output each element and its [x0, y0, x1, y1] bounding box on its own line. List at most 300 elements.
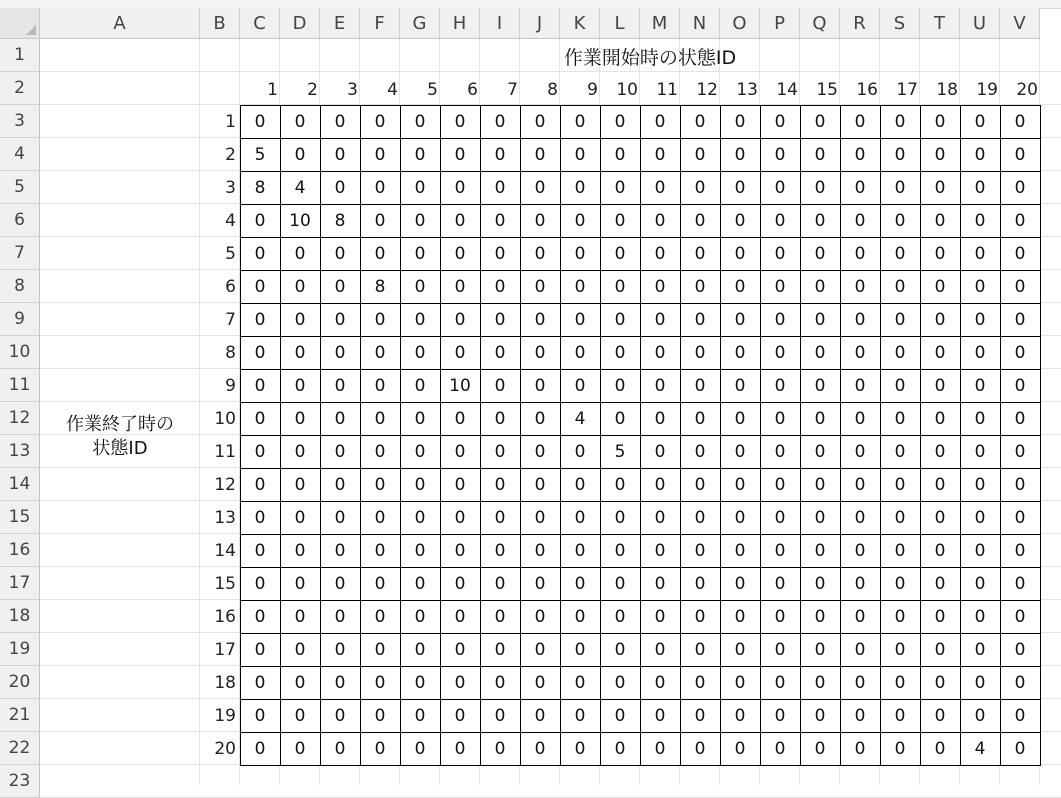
- matrix-cell[interactable]: 0: [240, 270, 280, 303]
- matrix-cell[interactable]: 0: [440, 732, 480, 765]
- matrix-cell[interactable]: 0: [560, 567, 600, 600]
- matrix-cell[interactable]: 0: [400, 237, 440, 270]
- matrix-cell[interactable]: 0: [1000, 237, 1040, 270]
- matrix-cell[interactable]: 0: [440, 303, 480, 336]
- start-state-id[interactable]: 8: [547, 79, 558, 100]
- matrix-cell[interactable]: 0: [1000, 600, 1040, 633]
- start-state-id[interactable]: 9: [587, 79, 598, 100]
- matrix-cell[interactable]: 0: [760, 435, 800, 468]
- matrix-cell[interactable]: 0: [440, 204, 480, 237]
- matrix-cell[interactable]: 5: [240, 138, 280, 171]
- start-state-id[interactable]: 10: [616, 79, 638, 100]
- matrix-cell[interactable]: 0: [720, 336, 760, 369]
- matrix-cell[interactable]: 0: [400, 435, 440, 468]
- matrix-cell[interactable]: 0: [360, 303, 400, 336]
- matrix-cell[interactable]: 0: [800, 105, 840, 138]
- matrix-cell[interactable]: 0: [360, 567, 400, 600]
- matrix-cell[interactable]: 0: [720, 237, 760, 270]
- matrix-cell[interactable]: 0: [760, 633, 800, 666]
- matrix-cell[interactable]: 0: [1000, 633, 1040, 666]
- matrix-cell[interactable]: 0: [280, 534, 320, 567]
- matrix-cell[interactable]: 4: [280, 171, 320, 204]
- matrix-cell[interactable]: 0: [680, 105, 720, 138]
- matrix-cell[interactable]: 0: [720, 402, 760, 435]
- matrix-cell[interactable]: 0: [760, 171, 800, 204]
- row-header-4[interactable]: 4: [0, 138, 40, 171]
- row-header-14[interactable]: 14: [0, 468, 40, 501]
- end-state-id[interactable]: 16: [214, 606, 236, 627]
- matrix-cell[interactable]: 0: [880, 369, 920, 402]
- matrix-cell[interactable]: 0: [880, 171, 920, 204]
- matrix-cell[interactable]: 0: [240, 600, 280, 633]
- matrix-cell[interactable]: 0: [280, 336, 320, 369]
- matrix-cell[interactable]: 0: [240, 699, 280, 732]
- matrix-cell[interactable]: 0: [680, 468, 720, 501]
- matrix-cell[interactable]: 0: [280, 435, 320, 468]
- matrix-cell[interactable]: 0: [760, 336, 800, 369]
- matrix-cell[interactable]: 0: [760, 105, 800, 138]
- matrix-cell[interactable]: 0: [960, 666, 1000, 699]
- matrix-cell[interactable]: 0: [400, 699, 440, 732]
- matrix-cell[interactable]: 0: [640, 633, 680, 666]
- matrix-cell[interactable]: 0: [760, 402, 800, 435]
- matrix-cell[interactable]: 0: [280, 600, 320, 633]
- matrix-cell[interactable]: 0: [960, 138, 1000, 171]
- matrix-cell[interactable]: 0: [480, 138, 520, 171]
- matrix-cell[interactable]: 0: [880, 468, 920, 501]
- matrix-cell[interactable]: 0: [960, 171, 1000, 204]
- matrix-cell[interactable]: 0: [280, 699, 320, 732]
- matrix-cell[interactable]: 0: [360, 237, 400, 270]
- column-header-o[interactable]: O: [720, 8, 760, 39]
- row-header-12[interactable]: 12: [0, 402, 40, 435]
- matrix-cell[interactable]: 8: [240, 171, 280, 204]
- matrix-cell[interactable]: 0: [440, 600, 480, 633]
- matrix-cell[interactable]: 0: [280, 303, 320, 336]
- end-state-id[interactable]: 12: [214, 474, 236, 495]
- matrix-cell[interactable]: 0: [240, 237, 280, 270]
- matrix-cell[interactable]: 0: [320, 732, 360, 765]
- matrix-cell[interactable]: 0: [680, 336, 720, 369]
- matrix-cell[interactable]: 0: [920, 501, 960, 534]
- column-header-k[interactable]: K: [560, 8, 600, 39]
- matrix-cell[interactable]: 4: [560, 402, 600, 435]
- matrix-cell[interactable]: 0: [760, 567, 800, 600]
- matrix-cell[interactable]: 0: [720, 435, 760, 468]
- matrix-cell[interactable]: 0: [920, 369, 960, 402]
- matrix-cell[interactable]: 0: [480, 204, 520, 237]
- column-header-d[interactable]: D: [280, 8, 320, 39]
- matrix-cell[interactable]: 0: [640, 303, 680, 336]
- matrix-cell[interactable]: 0: [920, 699, 960, 732]
- row-header-1[interactable]: 1: [0, 39, 40, 72]
- matrix-cell[interactable]: 0: [680, 270, 720, 303]
- matrix-cell[interactable]: 0: [920, 633, 960, 666]
- matrix-cell[interactable]: 10: [280, 204, 320, 237]
- matrix-cell[interactable]: 0: [240, 534, 280, 567]
- matrix-cell[interactable]: 0: [600, 336, 640, 369]
- column-header-a[interactable]: A: [40, 8, 200, 39]
- matrix-cell[interactable]: 0: [920, 732, 960, 765]
- matrix-cell[interactable]: 0: [440, 534, 480, 567]
- matrix-cell[interactable]: 0: [920, 534, 960, 567]
- matrix-cell[interactable]: 0: [640, 237, 680, 270]
- matrix-cell[interactable]: 0: [680, 369, 720, 402]
- matrix-cell[interactable]: 0: [280, 237, 320, 270]
- matrix-cell[interactable]: 0: [1000, 501, 1040, 534]
- column-header-u[interactable]: U: [960, 8, 1000, 39]
- matrix-cell[interactable]: 0: [560, 303, 600, 336]
- matrix-cell[interactable]: 0: [360, 633, 400, 666]
- matrix-cell[interactable]: 0: [760, 600, 800, 633]
- matrix-cell[interactable]: 0: [640, 138, 680, 171]
- matrix-cell[interactable]: 0: [800, 138, 840, 171]
- matrix-cell[interactable]: 0: [320, 402, 360, 435]
- matrix-cell[interactable]: 0: [520, 270, 560, 303]
- matrix-cell[interactable]: 0: [520, 369, 560, 402]
- matrix-cell[interactable]: 0: [720, 699, 760, 732]
- matrix-cell[interactable]: 0: [360, 600, 400, 633]
- matrix-cell[interactable]: 0: [720, 138, 760, 171]
- matrix-cell[interactable]: 0: [720, 303, 760, 336]
- matrix-cell[interactable]: 0: [440, 468, 480, 501]
- matrix-cell[interactable]: 0: [680, 633, 720, 666]
- start-state-id[interactable]: 14: [776, 79, 798, 100]
- matrix-cell[interactable]: 0: [280, 105, 320, 138]
- matrix-cell[interactable]: 0: [360, 336, 400, 369]
- matrix-cell[interactable]: 0: [640, 369, 680, 402]
- row-header-13[interactable]: 13: [0, 435, 40, 468]
- matrix-cell[interactable]: 0: [760, 534, 800, 567]
- start-state-id[interactable]: 19: [976, 79, 998, 100]
- matrix-cell[interactable]: 0: [360, 204, 400, 237]
- matrix-cell[interactable]: 0: [840, 336, 880, 369]
- matrix-cell[interactable]: 0: [560, 435, 600, 468]
- row-header-15[interactable]: 15: [0, 501, 40, 534]
- end-state-id[interactable]: 1: [225, 111, 236, 132]
- end-state-id[interactable]: 18: [214, 672, 236, 693]
- matrix-cell[interactable]: 0: [360, 138, 400, 171]
- matrix-cell[interactable]: 0: [840, 699, 880, 732]
- matrix-cell[interactable]: 0: [560, 633, 600, 666]
- matrix-cell[interactable]: 0: [400, 567, 440, 600]
- matrix-cell[interactable]: 0: [840, 567, 880, 600]
- matrix-cell[interactable]: 0: [680, 501, 720, 534]
- matrix-cell[interactable]: 0: [840, 600, 880, 633]
- matrix-cell[interactable]: 0: [520, 138, 560, 171]
- matrix-cell[interactable]: 0: [560, 138, 600, 171]
- matrix-cell[interactable]: 0: [440, 171, 480, 204]
- matrix-cell[interactable]: 0: [920, 567, 960, 600]
- matrix-cell[interactable]: 0: [880, 270, 920, 303]
- matrix-cell[interactable]: 0: [640, 336, 680, 369]
- matrix-cell[interactable]: 0: [240, 732, 280, 765]
- matrix-cell[interactable]: 0: [240, 336, 280, 369]
- start-state-title[interactable]: 作業開始時の状態ID: [563, 47, 737, 69]
- matrix-cell[interactable]: 0: [480, 402, 520, 435]
- matrix-cell[interactable]: 0: [360, 105, 400, 138]
- matrix-cell[interactable]: 0: [800, 600, 840, 633]
- matrix-cell[interactable]: 0: [320, 567, 360, 600]
- matrix-cell[interactable]: 0: [480, 336, 520, 369]
- matrix-cell[interactable]: 0: [960, 105, 1000, 138]
- matrix-cell[interactable]: 0: [800, 732, 840, 765]
- matrix-cell[interactable]: 0: [720, 369, 760, 402]
- row-header-22[interactable]: 22: [0, 732, 40, 765]
- matrix-cell[interactable]: 0: [1000, 204, 1040, 237]
- matrix-cell[interactable]: 0: [560, 534, 600, 567]
- matrix-cell[interactable]: 0: [520, 402, 560, 435]
- row-header-5[interactable]: 5: [0, 171, 40, 204]
- matrix-cell[interactable]: 0: [280, 138, 320, 171]
- matrix-cell[interactable]: 0: [880, 699, 920, 732]
- matrix-cell[interactable]: 0: [560, 270, 600, 303]
- matrix-cell[interactable]: 0: [480, 534, 520, 567]
- matrix-cell[interactable]: 0: [320, 468, 360, 501]
- matrix-cell[interactable]: 0: [800, 468, 840, 501]
- matrix-cell[interactable]: 0: [800, 204, 840, 237]
- column-header-q[interactable]: Q: [800, 8, 840, 39]
- matrix-cell[interactable]: 0: [880, 435, 920, 468]
- matrix-cell[interactable]: 0: [600, 600, 640, 633]
- matrix-cell[interactable]: 0: [960, 402, 1000, 435]
- matrix-cell[interactable]: 0: [640, 600, 680, 633]
- start-state-id[interactable]: 7: [507, 79, 518, 100]
- matrix-cell[interactable]: 0: [800, 501, 840, 534]
- column-header-p[interactable]: P: [760, 8, 800, 39]
- end-state-id[interactable]: 10: [214, 408, 236, 429]
- matrix-cell[interactable]: 0: [800, 567, 840, 600]
- matrix-cell[interactable]: 0: [720, 534, 760, 567]
- end-state-id[interactable]: 20: [214, 738, 236, 759]
- matrix-cell[interactable]: 0: [440, 336, 480, 369]
- matrix-cell[interactable]: 0: [720, 732, 760, 765]
- matrix-cell[interactable]: 0: [640, 435, 680, 468]
- matrix-cell[interactable]: 0: [760, 270, 800, 303]
- matrix-cell[interactable]: 0: [360, 369, 400, 402]
- matrix-cell[interactable]: 0: [280, 567, 320, 600]
- matrix-cell[interactable]: 0: [1000, 699, 1040, 732]
- matrix-cell[interactable]: 0: [840, 204, 880, 237]
- column-header-s[interactable]: S: [880, 8, 920, 39]
- start-state-id[interactable]: 17: [896, 79, 918, 100]
- matrix-cell[interactable]: 0: [320, 501, 360, 534]
- matrix-cell[interactable]: 0: [1000, 336, 1040, 369]
- column-header-f[interactable]: F: [360, 8, 400, 39]
- matrix-cell[interactable]: 0: [800, 369, 840, 402]
- matrix-cell[interactable]: 0: [920, 666, 960, 699]
- matrix-cell[interactable]: 0: [960, 468, 1000, 501]
- matrix-cell[interactable]: 0: [360, 501, 400, 534]
- matrix-cell[interactable]: 0: [840, 369, 880, 402]
- start-state-id[interactable]: 5: [427, 79, 438, 100]
- matrix-cell[interactable]: 0: [880, 501, 920, 534]
- matrix-cell[interactable]: 0: [480, 567, 520, 600]
- end-state-id[interactable]: 6: [225, 276, 236, 297]
- end-state-id[interactable]: 11: [214, 441, 236, 462]
- matrix-cell[interactable]: 0: [840, 237, 880, 270]
- matrix-cell[interactable]: 0: [560, 600, 600, 633]
- matrix-cell[interactable]: 0: [720, 105, 760, 138]
- matrix-cell[interactable]: 0: [520, 435, 560, 468]
- matrix-cell[interactable]: 0: [640, 567, 680, 600]
- matrix-cell[interactable]: 0: [800, 435, 840, 468]
- matrix-cell[interactable]: 0: [640, 105, 680, 138]
- start-state-id[interactable]: 11: [656, 79, 678, 100]
- matrix-cell[interactable]: 0: [1000, 468, 1040, 501]
- matrix-cell[interactable]: 0: [240, 303, 280, 336]
- matrix-cell[interactable]: 0: [800, 336, 840, 369]
- column-header-t[interactable]: T: [920, 8, 960, 39]
- matrix-cell[interactable]: 0: [920, 171, 960, 204]
- matrix-cell[interactable]: 8: [320, 204, 360, 237]
- matrix-cell[interactable]: 0: [360, 435, 400, 468]
- matrix-cell[interactable]: 0: [400, 270, 440, 303]
- matrix-cell[interactable]: 0: [760, 237, 800, 270]
- column-header-e[interactable]: E: [320, 8, 360, 39]
- matrix-cell[interactable]: 0: [400, 468, 440, 501]
- matrix-cell[interactable]: 0: [600, 699, 640, 732]
- matrix-cell[interactable]: 0: [920, 138, 960, 171]
- end-state-id[interactable]: 3: [225, 177, 236, 198]
- end-state-id[interactable]: 15: [214, 573, 236, 594]
- row-header-3[interactable]: 3: [0, 105, 40, 138]
- matrix-cell[interactable]: 0: [800, 699, 840, 732]
- matrix-cell[interactable]: 0: [600, 270, 640, 303]
- matrix-cell[interactable]: 0: [680, 237, 720, 270]
- matrix-cell[interactable]: 0: [440, 402, 480, 435]
- matrix-cell[interactable]: 0: [960, 633, 1000, 666]
- matrix-cell[interactable]: 0: [840, 303, 880, 336]
- column-header-v[interactable]: V: [1000, 8, 1040, 39]
- matrix-cell[interactable]: 0: [560, 204, 600, 237]
- matrix-cell[interactable]: 0: [360, 732, 400, 765]
- matrix-cell[interactable]: 0: [440, 138, 480, 171]
- matrix-cell[interactable]: 0: [560, 369, 600, 402]
- matrix-cell[interactable]: 0: [240, 435, 280, 468]
- matrix-cell[interactable]: 0: [480, 501, 520, 534]
- column-header-l[interactable]: L: [600, 8, 640, 39]
- matrix-cell[interactable]: 0: [520, 336, 560, 369]
- matrix-cell[interactable]: 0: [760, 501, 800, 534]
- matrix-cell[interactable]: 0: [800, 171, 840, 204]
- matrix-cell[interactable]: 0: [800, 534, 840, 567]
- matrix-cell[interactable]: 0: [440, 435, 480, 468]
- matrix-cell[interactable]: 0: [920, 270, 960, 303]
- row-header-6[interactable]: 6: [0, 204, 40, 237]
- matrix-cell[interactable]: 0: [560, 732, 600, 765]
- matrix-cell[interactable]: 0: [400, 633, 440, 666]
- column-header-b[interactable]: B: [200, 8, 240, 39]
- matrix-cell[interactable]: 0: [960, 534, 1000, 567]
- matrix-cell[interactable]: 0: [960, 369, 1000, 402]
- matrix-cell[interactable]: 4: [960, 732, 1000, 765]
- matrix-cell[interactable]: 0: [880, 237, 920, 270]
- matrix-cell[interactable]: 0: [640, 204, 680, 237]
- matrix-cell[interactable]: 0: [480, 171, 520, 204]
- matrix-cell[interactable]: 0: [360, 699, 400, 732]
- matrix-cell[interactable]: 0: [680, 435, 720, 468]
- matrix-cell[interactable]: 0: [520, 732, 560, 765]
- row-header-23[interactable]: 23: [0, 765, 40, 798]
- matrix-cell[interactable]: 0: [920, 435, 960, 468]
- matrix-cell[interactable]: 0: [920, 204, 960, 237]
- matrix-cell[interactable]: 0: [840, 633, 880, 666]
- matrix-cell[interactable]: 0: [520, 633, 560, 666]
- matrix-cell[interactable]: 0: [440, 237, 480, 270]
- matrix-cell[interactable]: 0: [600, 171, 640, 204]
- matrix-cell[interactable]: 0: [640, 732, 680, 765]
- start-state-id[interactable]: 18: [936, 79, 958, 100]
- matrix-cell[interactable]: 0: [720, 600, 760, 633]
- end-state-id[interactable]: 5: [225, 243, 236, 264]
- matrix-cell[interactable]: 0: [840, 435, 880, 468]
- matrix-cell[interactable]: 0: [1000, 666, 1040, 699]
- matrix-cell[interactable]: 0: [960, 501, 1000, 534]
- matrix-cell[interactable]: 0: [640, 402, 680, 435]
- matrix-cell[interactable]: 0: [680, 402, 720, 435]
- matrix-cell[interactable]: 0: [760, 468, 800, 501]
- matrix-cell[interactable]: 0: [720, 270, 760, 303]
- matrix-cell[interactable]: 0: [280, 501, 320, 534]
- matrix-cell[interactable]: 0: [320, 138, 360, 171]
- matrix-cell[interactable]: 0: [880, 336, 920, 369]
- matrix-cell[interactable]: 0: [280, 468, 320, 501]
- matrix-cell[interactable]: 0: [600, 501, 640, 534]
- matrix-cell[interactable]: 0: [840, 402, 880, 435]
- matrix-cell[interactable]: 0: [600, 633, 640, 666]
- matrix-cell[interactable]: 0: [520, 534, 560, 567]
- matrix-cell[interactable]: 0: [360, 402, 400, 435]
- matrix-cell[interactable]: 0: [480, 105, 520, 138]
- matrix-cell[interactable]: 0: [440, 699, 480, 732]
- row-header-20[interactable]: 20: [0, 666, 40, 699]
- matrix-cell[interactable]: 0: [600, 567, 640, 600]
- matrix-cell[interactable]: 0: [400, 105, 440, 138]
- start-state-id[interactable]: 12: [696, 79, 718, 100]
- matrix-cell[interactable]: 0: [480, 666, 520, 699]
- matrix-cell[interactable]: 0: [520, 468, 560, 501]
- matrix-cell[interactable]: 0: [240, 666, 280, 699]
- matrix-cell[interactable]: 0: [320, 237, 360, 270]
- matrix-cell[interactable]: 0: [920, 303, 960, 336]
- matrix-cell[interactable]: 0: [560, 699, 600, 732]
- matrix-cell[interactable]: 0: [840, 138, 880, 171]
- matrix-cell[interactable]: 0: [320, 435, 360, 468]
- matrix-cell[interactable]: 0: [880, 138, 920, 171]
- matrix-cell[interactable]: 0: [600, 237, 640, 270]
- matrix-cell[interactable]: 0: [760, 732, 800, 765]
- matrix-cell[interactable]: 0: [720, 468, 760, 501]
- select-all-button[interactable]: [0, 8, 40, 39]
- matrix-cell[interactable]: 0: [1000, 105, 1040, 138]
- matrix-cell[interactable]: 0: [880, 204, 920, 237]
- matrix-cell[interactable]: 0: [240, 567, 280, 600]
- matrix-cell[interactable]: 0: [320, 105, 360, 138]
- matrix-cell[interactable]: 0: [240, 633, 280, 666]
- end-state-title[interactable]: [40, 404, 200, 470]
- matrix-cell[interactable]: 0: [360, 171, 400, 204]
- matrix-cell[interactable]: 0: [920, 105, 960, 138]
- matrix-cell[interactable]: 0: [600, 732, 640, 765]
- matrix-cell[interactable]: 0: [400, 204, 440, 237]
- matrix-cell[interactable]: 0: [800, 270, 840, 303]
- matrix-cell[interactable]: 0: [880, 303, 920, 336]
- column-header-c[interactable]: C: [240, 8, 280, 39]
- matrix-cell[interactable]: 0: [280, 633, 320, 666]
- matrix-cell[interactable]: 0: [640, 534, 680, 567]
- matrix-cell[interactable]: 0: [760, 138, 800, 171]
